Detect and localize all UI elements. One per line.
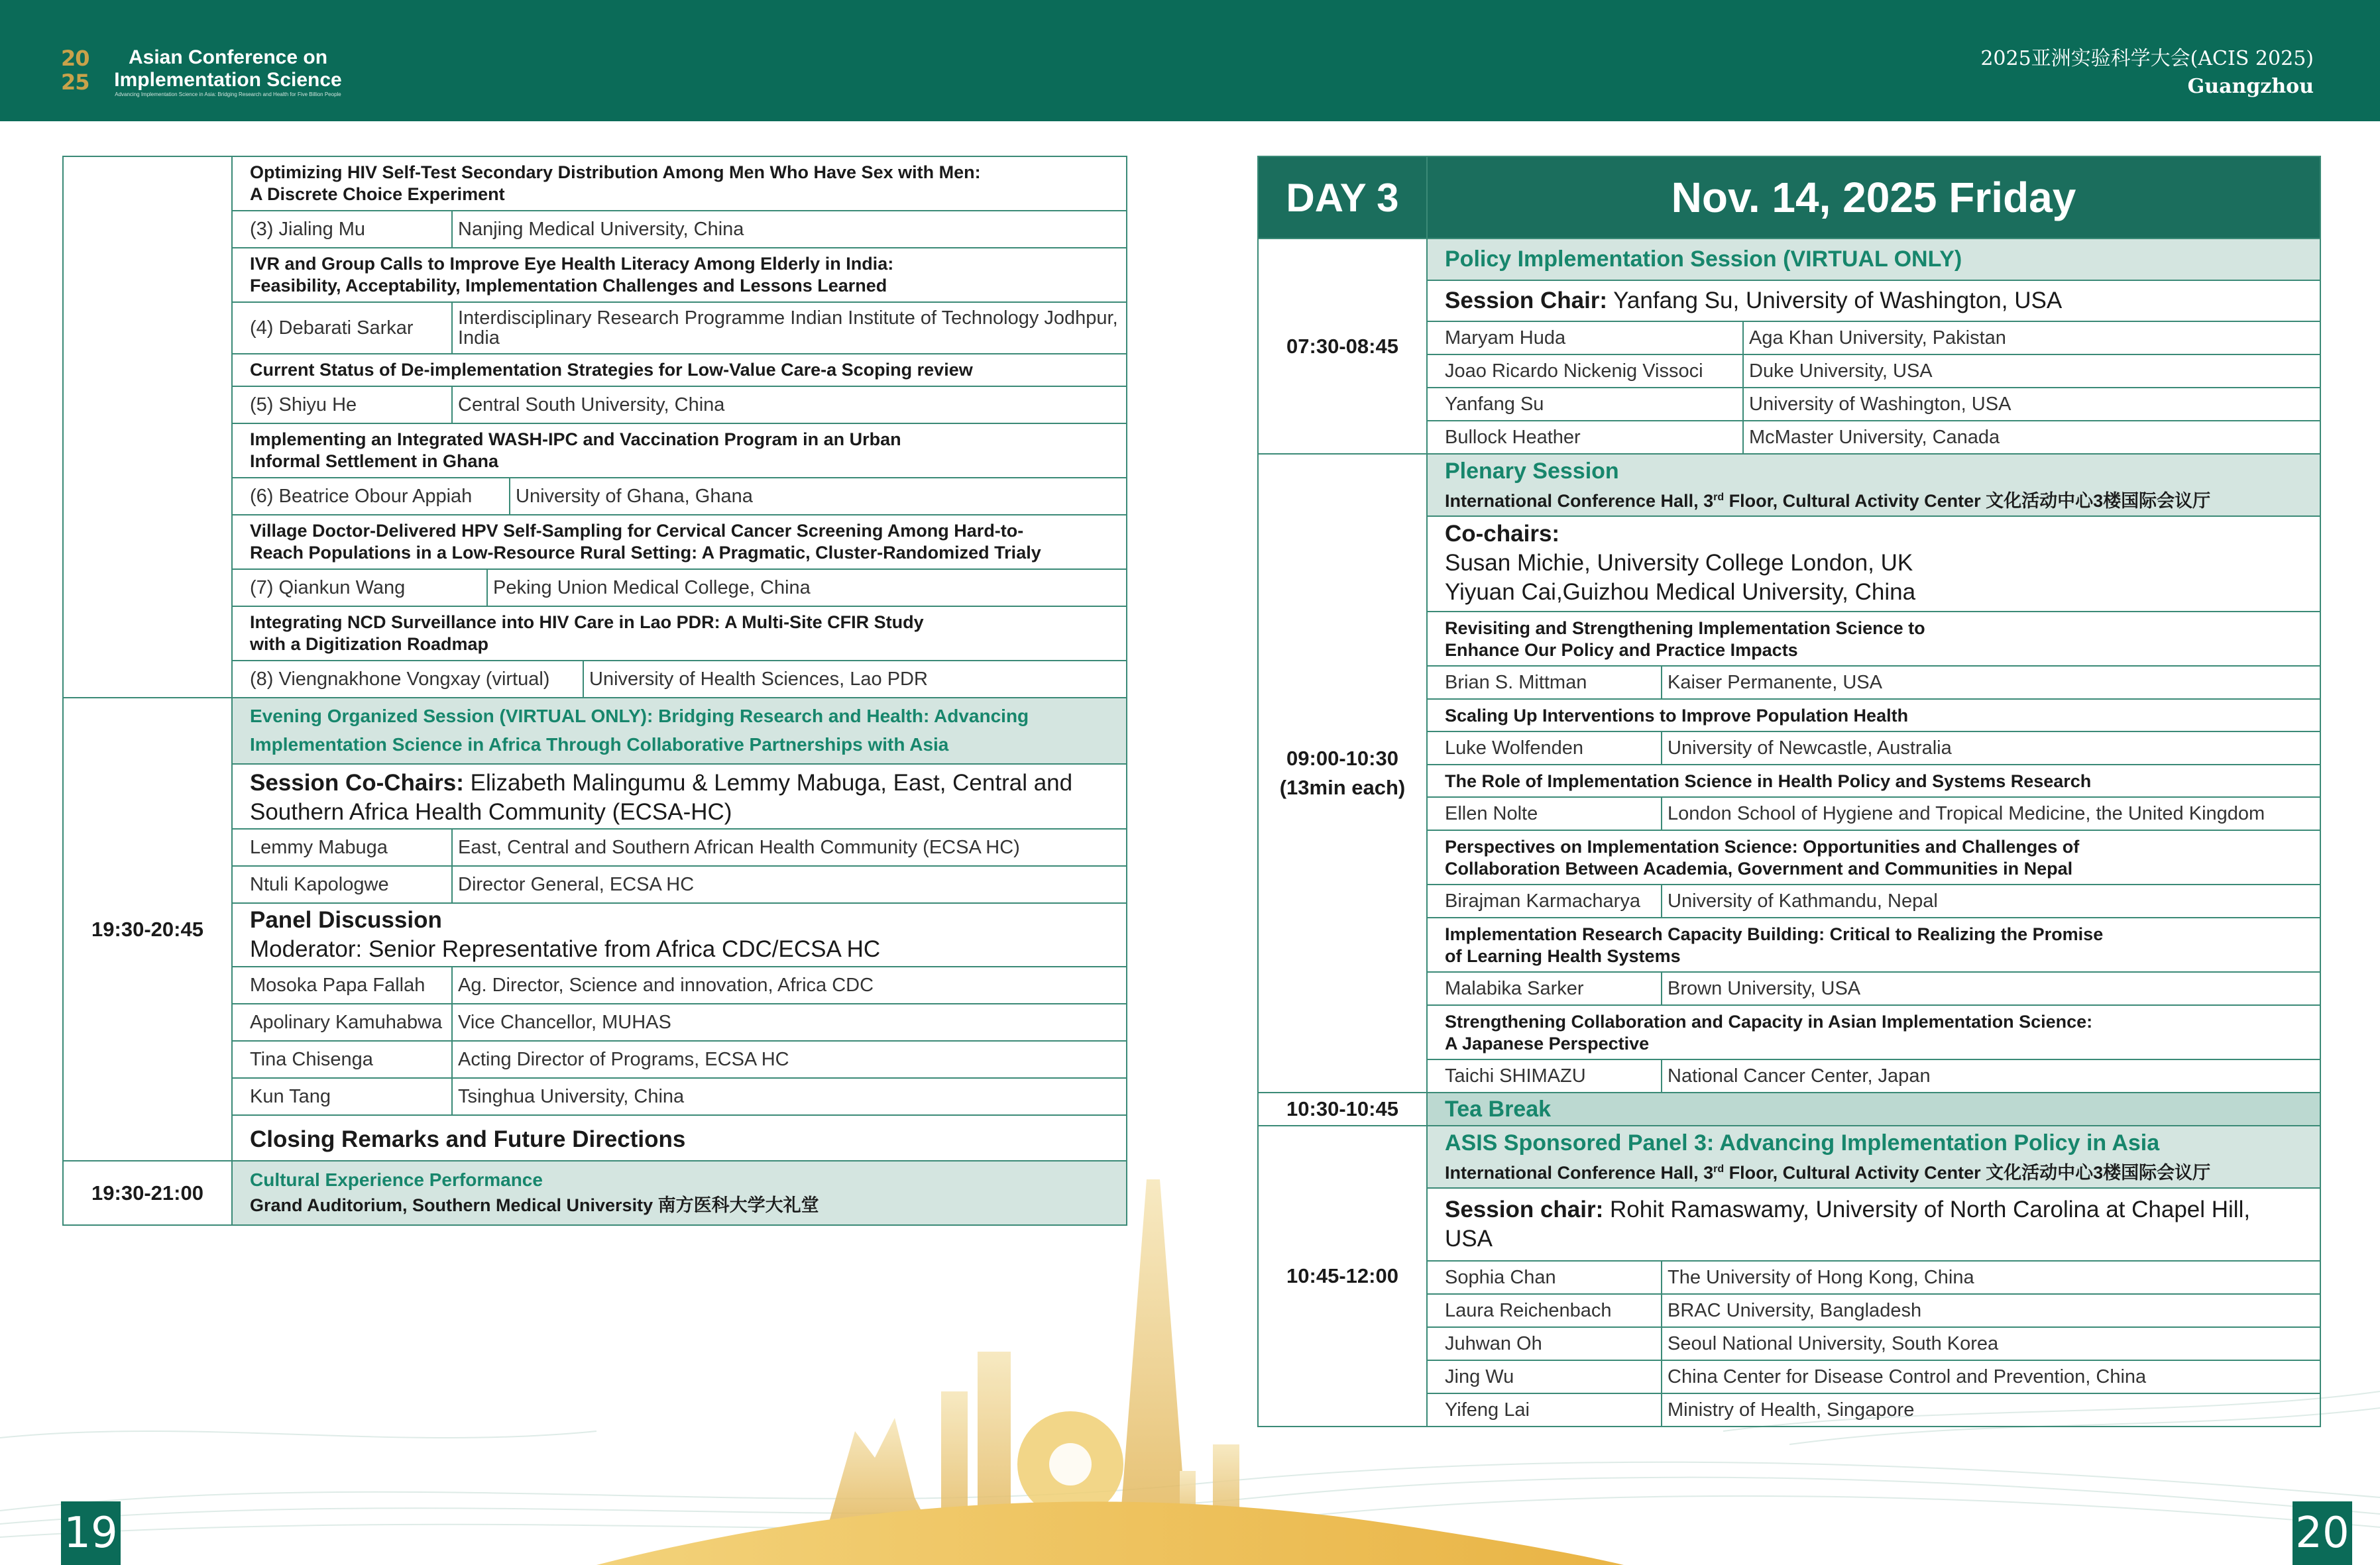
list-item: Mosoka Papa Fallah Ag. Director, Science and innovation, Africa CDC <box>233 967 1126 1004</box>
right-schedule-table <box>1257 156 2321 1427</box>
speaker-affiliation: London School of Hygiene and Tropical Medicine, the United Kingdom <box>1668 803 2265 824</box>
page-number-left: 19 <box>61 1501 121 1565</box>
talk-title-line: Implementation Research Capacity Building: Critical to Realizing the Promise <box>1445 924 2104 944</box>
list-item <box>233 661 1126 697</box>
list-item: Juhwan Oh Seoul National University, South Korea <box>1428 1328 2320 1361</box>
speaker-affiliation: University of Newcastle, Australia <box>1668 737 1952 759</box>
list-item: Jing Wu China Center for Disease Control and Prevention, China <box>1428 1361 2320 1394</box>
talk-title <box>1428 1006 2320 1060</box>
list-item: Sophia Chan The University of Hong Kong, China <box>1428 1262 2320 1295</box>
speaker-name: (6) Beatrice Obour Appiah <box>233 478 510 514</box>
speaker-affiliation: National Cancer Center, Japan <box>1668 1065 1931 1087</box>
speaker-name: Brian S. Mittman <box>1428 667 1662 698</box>
talk-title-line: Reach Populations in a Low-Resource Rural Setting: A Pragmatic, Cluster-Randomized Trialy <box>250 543 1041 563</box>
day-label: DAY 3 <box>1258 156 1427 239</box>
talk-title <box>233 248 1126 303</box>
speaker-affiliation: Kaiser Permanente, USA <box>1668 672 1882 693</box>
day-header <box>1258 156 2320 239</box>
talk-title-line: with a Digitization Roadmap <box>250 634 489 654</box>
evening-session-block <box>63 698 1127 1161</box>
talk-title-line: A Discrete Choice Experiment <box>250 184 505 204</box>
talk-title-line: Integrating NCD Surveillance into HIV Care in Lao PDR: A Multi-Site CFIR Study <box>250 612 924 632</box>
talk-title-line: Optimizing HIV Self-Test Secondary Distribution Among Men Who Have Sex with Men: <box>250 162 981 182</box>
list-item <box>1428 798 2320 831</box>
policy-session-block <box>1258 239 2320 454</box>
speaker-name: Malabika Sarker <box>1428 973 1662 1004</box>
speaker-name: Luke Wolfenden <box>1428 732 1662 764</box>
speaker-affiliation: Peking Union Medical College, China <box>493 577 811 598</box>
session-title: Cultural Experience Performance <box>250 1169 543 1190</box>
list-item <box>233 303 1126 354</box>
session-chair: Session chair: Rohit Ramaswamy, University of North Carolina at Chapel Hill, USA <box>1428 1189 2320 1262</box>
list-item: Yifeng Lai Ministry of Health, Singapore <box>1428 1394 2320 1426</box>
talk-title <box>1428 831 2320 885</box>
left-schedule-table <box>62 156 1127 1226</box>
speaker-name: (5) Shiyu He <box>233 387 453 423</box>
talk-title-line: Perspectives on Implementation Science: Opportunities and Challenges of <box>1445 837 2080 857</box>
talk-title <box>233 424 1126 478</box>
evening-session-content <box>232 698 1127 1161</box>
date-label: Nov. 14, 2025 Friday <box>1427 156 2320 239</box>
talk-title <box>1428 918 2320 973</box>
time-cell: 09:00-10:30 (13min each) <box>1258 454 1427 1093</box>
list-item: Lemmy Mabuga East, Central and Southern African Health Community (ECSA HC) <box>233 830 1126 867</box>
speaker-affiliation: University of Kathmandu, Nepal <box>1668 890 1938 912</box>
talk-title-line: A Japanese Perspective <box>1445 1034 1650 1053</box>
talk-title <box>233 607 1126 661</box>
talk-title-line: Informal Settlement in Ghana <box>250 451 499 471</box>
time-cell: 19:30-21:00 <box>63 1161 232 1225</box>
talk-title-line: of Learning Health Systems <box>1445 946 1681 966</box>
list-item <box>1428 667 2320 700</box>
logo-tagline: Advancing Implementation Science in Asia: Bridging Research and Health for Five Billion People <box>115 91 341 97</box>
talk-title-line: Strengthening Collaboration and Capacity in Asian Implementation Science: <box>1445 1012 2093 1032</box>
talk-title-line: Village Doctor-Delivered HPV Self-Sampling for Cervical Cancer Screening Among Hard-to- <box>250 521 1024 541</box>
speaker-affiliation: Interdisciplinary Research Programme Indian Institute of Technology Jodhpur, India <box>458 307 1118 349</box>
list-item: Laura Reichenbach BRAC University, Bangladesh <box>1428 1295 2320 1328</box>
cultural-block <box>63 1161 1127 1225</box>
conference-city: Guangzhou <box>2187 75 2314 98</box>
session-title: Plenary Session <box>1445 459 1619 484</box>
time-cell: 10:30-10:45 <box>1258 1093 1427 1126</box>
talk-title-line: Revisiting and Strengthening Implementation Science to <box>1445 618 1925 638</box>
speaker-affiliation: University of Health Sciences, Lao PDR <box>589 669 928 690</box>
speaker-name: (3) Jialing Mu <box>233 211 453 247</box>
talk-title-line: IVR and Group Calls to Improve Eye Health Literacy Among Elderly in India: <box>250 254 894 274</box>
panel-discussion: Panel Discussion Moderator: Senior Representative from Africa CDC/ECSA HC <box>233 904 1126 967</box>
session-title: ASIS Sponsored Panel 3: Advancing Implementation Policy in Asia <box>1445 1130 2160 1156</box>
talk-title-line: Current Status of De-implementation Strategies for Low-Value Care-a Scoping review <box>250 360 973 380</box>
conference-title-block <box>1980 45 2314 101</box>
logo-name: Asian Conference on Implementation Science <box>114 46 342 91</box>
speaker-affiliation: Central South University, China <box>458 394 725 415</box>
tea-break: Tea Break <box>1427 1093 2320 1126</box>
time-cell: 07:30-08:45 <box>1258 239 1427 454</box>
list-item: Ntuli Kapologwe Director General, ECSA HC <box>233 867 1126 904</box>
list-item: Bullock Heather McMaster University, Canada <box>1428 421 2320 453</box>
closing-remarks: Closing Remarks and Future Directions <box>250 1126 686 1152</box>
list-item <box>233 211 1126 248</box>
talk-title-line: Collaboration Between Academia, Government and Communities in Nepal <box>1445 859 2073 879</box>
policy-session-content <box>1427 239 2320 454</box>
venue: International Conference Hall, 3rd Floor, Cultural Activity Center 文化活动中心3楼国际会议厅 <box>1445 491 2211 511</box>
list-item <box>233 478 1126 515</box>
session-title: Policy Implementation Session (VIRTUAL ONLY) <box>1428 239 2320 281</box>
asis-panel-content <box>1427 1126 2320 1427</box>
list-item: Joao Ricardo Nickenig Vissoci Duke University, USA <box>1428 355 2320 388</box>
talk-title-line: Enhance Our Policy and Practice Impacts <box>1445 640 1798 660</box>
list-item: Maryam Huda Aga Khan University, Pakistan <box>1428 322 2320 355</box>
speaker-name: Taichi SHIMAZU <box>1428 1060 1662 1092</box>
talks-block <box>63 156 1127 698</box>
logo-year: 20 25 <box>61 46 89 95</box>
talk-title <box>233 157 1126 211</box>
speaker-name: (7) Qiankun Wang <box>233 570 488 606</box>
list-item <box>1428 1060 2320 1092</box>
list-item: Yanfang Su University of Washington, USA <box>1428 388 2320 421</box>
speaker-affiliation: Brown University, USA <box>1668 978 1861 999</box>
header-bar <box>0 0 2380 121</box>
time-cell: 10:45-12:00 <box>1258 1126 1427 1427</box>
talks-list <box>232 156 1127 698</box>
speaker-name: Birajman Karmacharya <box>1428 885 1662 917</box>
list-item <box>233 570 1126 607</box>
session-title: Evening Organized Session (VIRTUAL ONLY): Bridging Research and Health: Advancing Implementation Science in Africa Through Collaborative Partnerships with Asia <box>233 698 1126 765</box>
venue: Grand Auditorium, Southern Medical University 南方医科大学大礼堂 <box>250 1195 819 1215</box>
list-item <box>1428 732 2320 765</box>
session-header <box>1428 1126 2320 1189</box>
asis-panel-block <box>1258 1126 2320 1427</box>
talk-title-line: Scaling Up Interventions to Improve Population Health <box>1445 706 1909 726</box>
speaker-affiliation: Nanjing Medical University, China <box>458 219 744 240</box>
list-item: Kun Tang Tsinghua University, China <box>233 1079 1126 1116</box>
list-item <box>1428 885 2320 918</box>
list-item: Tina Chisenga Acting Director of Programs, ECSA HC <box>233 1042 1126 1079</box>
cultural-performance <box>232 1161 1127 1225</box>
plenary-talks <box>1428 612 2320 1092</box>
talk-title <box>1428 700 2320 732</box>
speaker-affiliation: University of Ghana, Ghana <box>516 486 753 507</box>
time-cell <box>63 156 232 698</box>
session-cochairs: Co-chairs: Susan Michie, University College London, UK Yiyuan Cai,Guizhou Medical University, China <box>1428 517 2320 612</box>
plenary-session-block <box>1258 454 2320 1093</box>
tea-break-block <box>1258 1093 2320 1126</box>
page-number-right: 20 <box>2293 1501 2352 1565</box>
venue: International Conference Hall, 3rd Floor, Cultural Activity Center 文化活动中心3楼国际会议厅 <box>1445 1163 2211 1183</box>
time-cell: 19:30-20:45 <box>63 698 232 1161</box>
list-item: Apolinary Kamuhabwa Vice Chancellor, MUHAS <box>233 1004 1126 1042</box>
talk-title <box>233 515 1126 570</box>
speaker-name: (8) Viengnakhone Vongxay (virtual) <box>233 661 584 697</box>
list-item <box>1428 973 2320 1006</box>
list-item <box>233 387 1126 424</box>
talk-title <box>1428 612 2320 667</box>
session-header <box>1428 455 2320 517</box>
session-chair: Session Chair: Yanfang Su, University of Washington, USA <box>1428 281 2320 322</box>
talk-title-line: Feasibility, Acceptability, Implementation Challenges and Lessons Learned <box>250 276 887 296</box>
talk-title <box>1428 765 2320 798</box>
session-cochairs: Session Co-Chairs: Elizabeth Malingumu & Lemmy Mabuga, East, Central and Southern Africa Health Community (ECSA-HC) <box>233 765 1126 830</box>
talk-title-line: The Role of Implementation Science in Health Policy and Systems Research <box>1445 771 2092 791</box>
speaker-name: (4) Debarati Sarkar <box>233 303 453 353</box>
talk-title <box>233 354 1126 387</box>
speaker-name: Ellen Nolte <box>1428 798 1662 830</box>
conference-logo <box>61 46 353 97</box>
conference-title: 2025亚洲实验科学大会(ACIS 2025) <box>1980 47 2314 70</box>
talk-title-line: Implementing an Integrated WASH-IPC and Vaccination Program in an Urban <box>250 429 901 449</box>
plenary-session-content <box>1427 454 2320 1093</box>
